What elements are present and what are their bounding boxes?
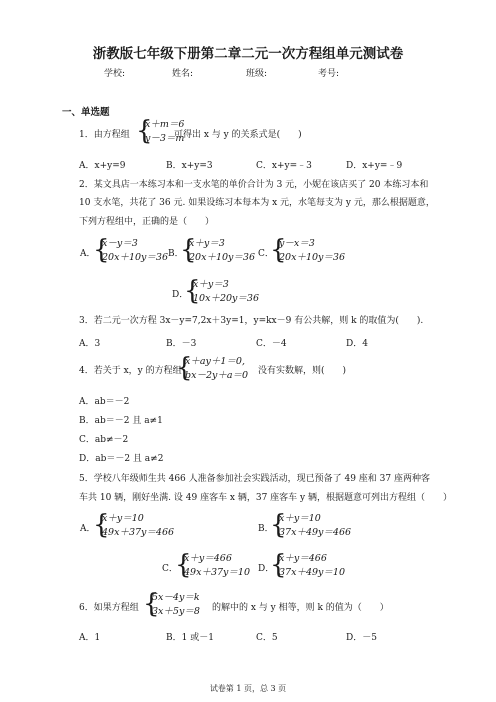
q4-option-c: C．ab≠－2 bbox=[79, 435, 129, 445]
page-title: 浙教版七年级下册第二章二元一次方程组单元测试卷 bbox=[92, 46, 404, 62]
q3-option-b: B．－3 bbox=[166, 339, 197, 349]
q1-option-c: C．x+y=﹣3 bbox=[256, 161, 312, 171]
q1-equation-1: x＋m＝6 bbox=[145, 119, 185, 130]
q1-equation-2: y－3＝m bbox=[145, 133, 185, 144]
q2-b-eq2: 20x＋10y＝36 bbox=[189, 252, 255, 263]
q5-c-eq1: x＋y＝466 bbox=[184, 553, 232, 564]
page-footer: 试卷第 1 页，总 3 页 bbox=[209, 684, 287, 693]
q4-equation-1: x＋ay＋1＝0, bbox=[185, 356, 245, 367]
class-field-label: 班级: bbox=[246, 69, 268, 79]
q4-option-d: D．ab＝－2 且 a≠2 bbox=[79, 454, 164, 464]
q2-line-1: 2．某文具店一本练习本和一支水笔的单价合计为 3 元，小妮在该店买了 20 本练习本和 bbox=[79, 180, 429, 190]
q2-label-d: D． bbox=[172, 290, 189, 300]
q1-option-d: D．x+y=﹣9 bbox=[346, 161, 403, 171]
q6-prefix: 6．如果方程组 bbox=[79, 603, 139, 613]
brace-icon: { bbox=[184, 276, 201, 306]
q5-a-eq2: 49x＋37y＝466 bbox=[102, 527, 175, 538]
brace-icon: { bbox=[270, 510, 287, 540]
q5-label-b: B． bbox=[258, 524, 274, 534]
q5-line-2: 车共 10 辆，刚好坐满. 设 49 座客车 x 辆，37 座客车 y 辆，根据题意可列出方程组（ ） bbox=[79, 493, 452, 503]
brace-icon: { bbox=[180, 235, 197, 265]
brace-icon: { bbox=[176, 353, 193, 383]
q2-c-eq2: 20x＋10y＝36 bbox=[279, 252, 345, 263]
q2-d-eq1: x＋y＝3 bbox=[193, 279, 229, 290]
name-field-label: 姓名: bbox=[172, 69, 194, 79]
q4-suffix: 没有实数解，则( ) bbox=[258, 366, 347, 376]
q5-line-1: 5．学校八年级师生共 466 人准备参加社会实践活动，现已预备了 49 座和 37 座两种客 bbox=[79, 474, 430, 484]
brace-icon: { bbox=[136, 116, 153, 146]
q2-d-eq2: 10x＋20y＝36 bbox=[193, 293, 259, 304]
section-heading: 一、单选题 bbox=[62, 107, 110, 118]
q4-equation-2: bx－2y＋a＝0 bbox=[185, 370, 249, 381]
brace-icon: { bbox=[270, 550, 287, 580]
q1-option-b: B．x+y=3 bbox=[166, 161, 213, 171]
q3-text: 3．若二元一次方程 3x－y=7,2x＋3y=1，y=kx－9 有公共解，则 k 的取值为( ). bbox=[79, 316, 424, 326]
q5-d-eq1: x＋y＝466 bbox=[279, 553, 327, 564]
q4-option-b: B．ab＝－2 且 a≠1 bbox=[79, 416, 163, 426]
q2-a-eq1: x－y＝3 bbox=[102, 238, 138, 249]
number-field-label: 考号: bbox=[318, 69, 340, 79]
q6-option-d: D．－5 bbox=[346, 633, 377, 643]
q2-label-b: B． bbox=[168, 249, 184, 259]
q2-line-3: 下列方程组中，正确的是（ ） bbox=[79, 217, 215, 227]
q6-option-b: B．1 或－1 bbox=[166, 633, 214, 643]
q5-label-c: C． bbox=[162, 564, 178, 574]
q1-suffix: 可得出 x 与 y 的关系式是( ) bbox=[174, 130, 302, 140]
school-field-label: 学校: bbox=[104, 69, 126, 79]
q3-option-a: A．3 bbox=[79, 339, 101, 349]
q1-prefix: 1．由方程组 bbox=[79, 130, 130, 140]
q2-line-2: 10 支水笔，共花了 36 元. 如果设练习本每本为 x 元，水笔每支为 y 元，那么根据题意， bbox=[79, 198, 435, 208]
brace-icon: { bbox=[143, 589, 160, 619]
q2-b-eq1: x＋y＝3 bbox=[189, 238, 225, 249]
q1-option-a: A．x+y=9 bbox=[79, 161, 126, 171]
q5-label-d: D． bbox=[258, 564, 275, 574]
brace-icon: { bbox=[175, 550, 192, 580]
q5-b-eq2: 37x＋49y＝466 bbox=[279, 527, 352, 538]
q6-equation-1: 5x－4y＝k bbox=[152, 592, 200, 603]
q3-option-d: D．4 bbox=[346, 339, 368, 349]
brace-icon: { bbox=[270, 235, 287, 265]
q6-suffix: 的解中的 x 与 y 相等，则 k 的值为（ ） bbox=[212, 603, 389, 613]
q5-a-eq1: x＋y＝10 bbox=[102, 513, 144, 524]
q2-label-c: C． bbox=[258, 249, 274, 259]
q2-a-eq2: 20x＋10y＝36 bbox=[102, 252, 168, 263]
q6-option-a: A．1 bbox=[79, 633, 101, 643]
q5-d-eq2: 37x＋49y＝10 bbox=[279, 567, 345, 578]
q3-option-c: C．－4 bbox=[256, 339, 287, 349]
q6-equation-2: 3x＋5y＝8 bbox=[152, 606, 200, 617]
brace-icon: { bbox=[93, 510, 110, 540]
q4-option-a: A．ab＝－2 bbox=[79, 397, 130, 407]
q5-b-eq1: x＋y＝10 bbox=[279, 513, 321, 524]
q5-c-eq2: 49x＋37y＝10 bbox=[184, 567, 250, 578]
q5-label-a: A． bbox=[80, 524, 96, 534]
brace-icon: { bbox=[93, 235, 110, 265]
q2-label-a: A． bbox=[80, 249, 96, 259]
q6-option-c: C．5 bbox=[256, 633, 278, 643]
q4-prefix: 4．若关于 x，y 的方程组 bbox=[79, 366, 182, 376]
q2-c-eq1: y－x＝3 bbox=[279, 238, 315, 249]
